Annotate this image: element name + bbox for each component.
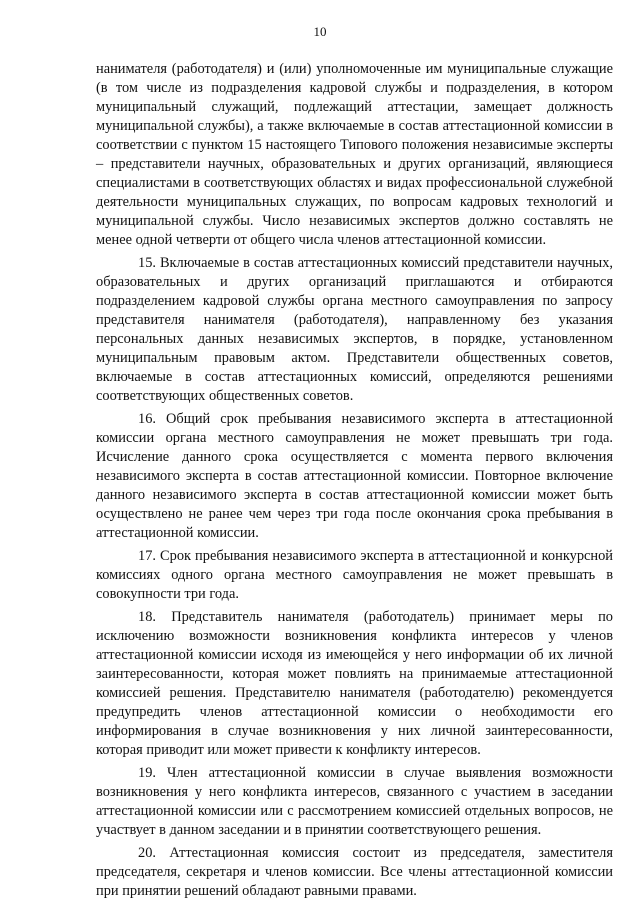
- paragraph-17: 17. Срок пребывания независимого эксперта в аттестационной и конкурсной комиссиях одного органа местного самоуправления не может превышать в совокупности три года.: [96, 548, 613, 602]
- document-body: [96, 60, 613, 905]
- paragraph-19: 19. Член аттестационной комиссии в случае выявления возможности возникновения у него конфликта интересов, связанного с участием в заседании аттестационной комиссии или с рассмотрением комиссией отдельных вопросов, не участвует в данном заседании и в принятии соответствующего решения.: [96, 765, 613, 838]
- paragraph-18: 18. Представитель нанимателя (работодатель) принимает меры по исключению возможности возникновения конфликта интересов у членов аттестационной комиссии исходя из имеющейся у него информации об их личной заинтересованности, которая может повлиять на принимаемые аттестационной комиссией решения. Представителю нанимателя (работодателю) рекомендуется предупредить членов аттестационной комиссии о необходимости его информирования в случае возникновения у них личной заинтересованности, которая приводит или может привести к конфликту интересов.: [96, 609, 613, 758]
- paragraph-15: 15. Включаемые в состав аттестационных комиссий представители научных, образовательных и других организаций приглашаются и отбираются подразделением кадровой службы органа местного самоуправления по запросу представителя нанимателя (работодателя), направленному без указания персональных данных независимых экспертов, в порядке, установленном муниципальным правовым актом. Представители общественных советов, включаемые в состав аттестационных комиссий, определяются решениями соответствующих общественных советов.: [96, 255, 613, 404]
- paragraph-continuation: нанимателя (работодателя) и (или) уполномоченные им муниципальные служащие (в том числе из подразделения кадровой службы и подразделения, в котором муниципальный служащий, подлежащий аттестации, замещает должность муниципальной службы), а также включаемые в состав аттестационной комиссии в соответствии с пунктом 15 настоящего Типового положения независимые эксперты – представители научных, образовательных и других организаций, являющиеся специалистами в соответствующих областях и видах профессиональной служебной деятельности муниципальных служащих, по вопросам кадровых технологий и муниципальной службы. Число независимых экспертов должно составлять не менее одной четверти от общего числа членов аттестационной комиссии.: [96, 61, 613, 248]
- paragraph-16: 16. Общий срок пребывания независимого эксперта в аттестационной комиссии органа местного самоуправления не может превышать три года. Исчисление данного срока осуществляется с момента первого включения независимого эксперта в состав аттестационной комиссии. Повторное включение данного независимого эксперта в состав аттестационной комиссии может быть осуществлено не ранее чем через три года после окончания срока пребывания в аттестационной комиссии.: [96, 411, 613, 541]
- paragraph-20: 20. Аттестационная комиссия состоит из председателя, заместителя председателя, секретаря и членов комиссии. Все члены аттестационной комиссии при принятии решений обладают равными правами.: [96, 845, 613, 899]
- page-number: 10: [313, 24, 327, 39]
